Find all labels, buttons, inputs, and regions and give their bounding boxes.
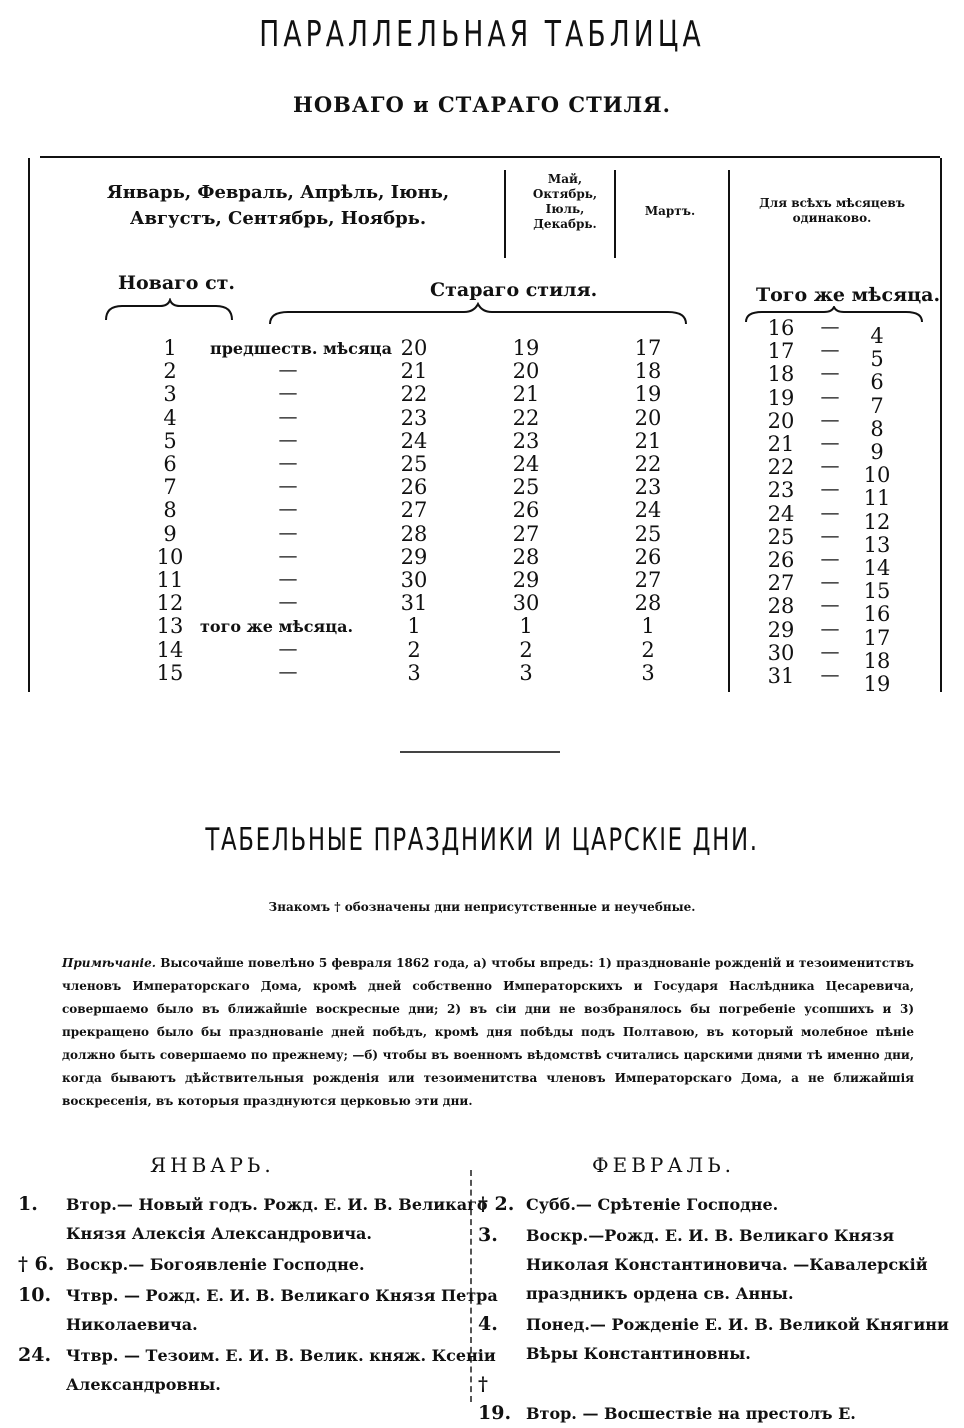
old-style-day-group-b: 25 [512,475,540,500]
same-month-old-day: 14 [863,556,891,580]
ditto-dash: — [278,660,298,683]
old-style-day-group-a: 31 [400,591,428,616]
old-style-day-group-b: 27 [512,521,540,546]
same-month-old-day: 7 [870,393,884,418]
old-style-day-group-a: 20 [400,336,428,360]
old-style-day-group-b: 24 [512,452,540,476]
new-style-day: 14 [156,637,184,662]
holiday-description: Чтвр. — Тезоим. Е. И. В. Велик. княж. Ксеніи Александровны. [66,1346,496,1394]
holiday-description: Понед.— Рожденіе Е. И. В. Великой Княгини Вѣры Константиновны. [526,1315,949,1363]
same-month-dash: — [820,432,840,454]
new-style-day: 9 [163,521,177,546]
old-style-day-march: 18 [634,359,662,384]
holiday-description: Воскр.—Рожд. Е. И. В. Великаго Князя Николая Константиновича. —Кавалерскій праздникъ ордена св. Анны. [526,1226,928,1303]
holiday-description: Втор. — Восшествіе на престолъ Е. [526,1404,856,1423]
same-month-dash: — [820,478,840,501]
same-month-new-day: 24 [767,501,795,526]
ditto-dash: — [278,405,298,428]
same-month-old-day: 5 [870,347,884,372]
old-style-day-group-a: 28 [400,521,428,546]
old-style-day-march: 24 [634,498,662,523]
same-month-dash: — [820,408,840,431]
same-month-new-day: 18 [767,362,795,387]
note-label: Примѣчаніе. [62,956,156,970]
same-month-old-day: 17 [863,625,891,650]
old-style-day-group-b: 22 [512,405,540,430]
same-month-old-day: 19 [863,672,891,696]
label-old-style: Стараго стиля. [430,279,598,301]
old-style-day-group-a: 24 [400,428,428,453]
same-month-old-day: 8 [870,416,884,441]
holidays-title: ТАБЕЛЬНЫЕ ПРАЗДНИКИ И ЦАРСКІЕ ДНИ. [205,822,759,858]
same-month-old-day: 18 [863,648,891,673]
same-month-dash: — [820,362,840,385]
same-month-old-day: 12 [863,509,891,534]
old-style-day-group-a: 26 [400,475,428,500]
new-style-day: 10 [156,544,184,569]
old-style-day-march: 28 [634,591,662,616]
same-month-old-day: 11 [863,486,891,511]
old-style-day-group-b: 20 [512,359,540,384]
holiday-description: Воскр.— Богоявленіе Господне. [66,1255,365,1274]
old-style-day-march: 27 [634,568,662,592]
holiday-day-number: † 6. [18,1253,55,1275]
header-divider-3 [728,170,730,692]
label-new-style: Новаго ст. [118,272,236,294]
holiday-entry [18,1281,506,1339]
page-subtitle: НОВАГО и СТАРАГО СТИЛЯ. [292,92,671,117]
old-style-day-march: 2 [641,637,655,662]
label-same-month: Того же мѣсяца. [756,284,941,306]
new-style-day: 6 [163,452,177,476]
same-month-old-day: 15 [863,579,891,604]
new-style-day: 15 [156,660,184,685]
ditto-dash: — [278,591,298,614]
same-month-old-day: 9 [870,440,884,464]
same-month-dash: — [820,640,840,663]
new-style-day: 11 [156,568,184,592]
same-month-new-day: 20 [767,408,795,433]
section-divider [400,751,560,753]
ditto-dash: — [278,359,298,382]
same-month-dash: — [820,571,840,594]
old-style-day-group-b: 23 [512,428,540,453]
same-month-new-day: 27 [767,571,795,596]
old-style-day-march: 25 [634,521,662,546]
same-month-new-day: 31 [767,664,795,688]
old-style-day-group-a: 30 [400,568,428,592]
brace-new-style [104,298,234,324]
new-style-day: 7 [163,475,177,500]
old-style-day-group-a: 3 [407,660,421,685]
holiday-day-number: 1. [18,1193,38,1215]
ditto-dash: — [278,452,298,474]
same-month-new-day: 22 [767,455,795,480]
old-style-day-group-a: 1 [407,614,421,639]
same-month-new-day: 30 [767,640,795,665]
holiday-description: Втор.— Новый годъ. Рожд. Е. И. В. Великаго Князя Алексія Александровича. [66,1195,488,1243]
old-style-day-march: 19 [634,382,662,407]
old-style-day-march: 23 [634,475,662,500]
same-month-new-day: 26 [767,548,795,572]
holiday-day-number: 10. [18,1284,52,1306]
same-month-dash: — [820,524,840,547]
holiday-day-number: 4. [478,1313,498,1335]
ditto-dash: — [278,637,298,660]
same-month-new-day: 17 [767,339,795,364]
same-month-dash: — [820,548,840,570]
old-style-day-march: 17 [634,336,662,360]
old-style-day-march: 20 [634,405,662,430]
note-text: Высочайше повелѣно 5 февраля 1862 года, а) чтобы впредь: 1) празднованіе рожденій и тезоименитствъ членовъ Императорскаго Дома, кромѣ дней собственно Императорскихъ и Государя Наслѣдника Цесаревича, совершаемо было въ ближайшіе воскресные дни; 2) въ сіи дни не возбранялось бы погребеніе усопшихъ и 3) прекращено было бы празднованіе дней побѣдъ, кромѣ дня побѣды подъ Полтавою, въ который молебное пѣніе должно быть совершаемо по прежнему; —б) чтобы въ военномъ вѣдомствѣ считались царскими днями тѣ именно дни, когда бываютъ дѣйствительныя рожденія или тезоименитства членовъ Императорскаго Дома, а не ближайшія воскресенія, въ которыя празднуются церковью эти дни. [62,956,914,1108]
holiday-description: Субб.— Срѣтеніе Господне. [526,1195,779,1214]
ditto-dash: — [278,382,298,405]
same-month-dash: — [820,316,840,338]
old-style-day-group-a: 29 [400,544,428,569]
holidays-note [62,952,914,1113]
old-style-day-march: 21 [634,428,662,453]
old-style-day-march: 26 [634,544,662,569]
same-month-old-day: 10 [863,463,891,488]
old-style-day-group-a: 22 [400,382,428,407]
same-month-dash: — [820,594,840,617]
same-month-dash: — [820,339,840,362]
new-style-day: 12 [156,591,184,616]
old-style-day-group-b: 21 [512,382,540,407]
ditto-dash: — [278,498,298,521]
holiday-entry [478,1190,964,1219]
header-months-group-b: Май, Октябрь, Іюль, Декабрь. [532,172,598,231]
same-month-old-day: 4 [870,324,884,348]
old-style-day-group-b: 30 [512,591,540,616]
same-month-old-day: 16 [863,602,891,627]
old-style-day-group-b: 28 [512,544,540,569]
ditto-dash: — [278,428,298,451]
holiday-entry [18,1250,506,1279]
prev-month-label: предшеств. мѣсяца [210,339,392,358]
same-month-new-day: 25 [767,524,795,549]
old-style-day-group-b: 3 [519,660,533,685]
old-style-day-march: 22 [634,452,662,476]
holiday-day-number: 24. [18,1344,52,1366]
same-month-new-day: 28 [767,594,795,619]
ditto-dash: — [278,568,298,590]
old-style-day-group-a: 21 [400,359,428,384]
holiday-description: Чтвр. — Рожд. Е. И. В. Великаго Князя Петра Николаевича. [66,1286,498,1334]
same-month-new-day: 21 [767,432,795,456]
same-month-new-day: 29 [767,617,795,642]
new-style-day: 4 [163,405,177,430]
holiday-entry [18,1341,506,1399]
ditto-dash: — [278,544,298,567]
same-month-old-day: 6 [870,370,884,395]
new-style-day: 3 [163,382,177,407]
same-month-dash: — [820,501,840,524]
old-style-day-march: 3 [641,660,655,685]
same-month-dash: — [820,617,840,640]
old-style-day-group-a: 2 [407,637,421,662]
holiday-day-number: † 2. [478,1193,515,1215]
new-style-day: 8 [163,498,177,523]
january-heading: ЯНВАРЬ. [150,1153,275,1177]
header-divider-2 [614,170,616,258]
old-style-day-group-b: 29 [512,568,540,592]
same-month-label: того же мѣсяца. [200,617,354,637]
same-month-dash: — [820,385,840,408]
old-style-day-group-b: 19 [512,336,540,360]
same-month-new-day: 23 [767,478,795,503]
new-style-day: 2 [163,359,177,384]
same-month-dash: — [820,664,840,686]
page-title: ПАРАЛЛЕЛЬНАЯ ТАБЛИЦА [259,14,705,55]
new-style-day: 1 [163,336,177,360]
old-style-day-group-b: 2 [519,637,533,662]
old-style-day-group-a: 23 [400,405,428,430]
holidays-legend: Знакомъ † обозначены дни неприсутственные и неучебные. [268,900,696,914]
new-style-day: 13 [156,614,184,639]
same-month-new-day: 16 [767,316,795,340]
same-month-old-day: 13 [863,532,891,557]
old-style-day-group-b: 26 [512,498,540,523]
holiday-day-number: 3. [478,1224,498,1246]
new-style-day: 5 [163,428,177,453]
holiday-entry [478,1221,964,1308]
old-style-day-march: 1 [641,614,655,639]
header-divider-1 [504,170,506,258]
ditto-dash: — [278,521,298,544]
holiday-entry [18,1190,506,1248]
old-style-day-group-b: 1 [519,614,533,639]
same-month-new-day: 19 [767,385,795,410]
header-all-months: Для всѣхъ мѣсяцевъ одинаково. [759,196,905,225]
holiday-entry [478,1310,964,1368]
same-month-dash: — [820,455,840,478]
ditto-dash: — [278,475,298,498]
holiday-entry [478,1370,964,1428]
february-heading: ФЕВРАЛЬ. [592,1153,736,1177]
table-right-border [940,158,942,692]
old-style-day-group-a: 27 [400,498,428,523]
old-style-day-group-a: 25 [400,452,428,476]
holiday-day-number: † 19. [478,1373,512,1424]
header-march: Мартъ. [644,204,696,218]
brace-old-style [268,302,690,326]
header-months-group-a: Январь, Февраль, Апрѣль, Іюнь, Августъ, Сентябрь, Ноябрь. [106,182,450,229]
table-left-border [28,158,30,692]
